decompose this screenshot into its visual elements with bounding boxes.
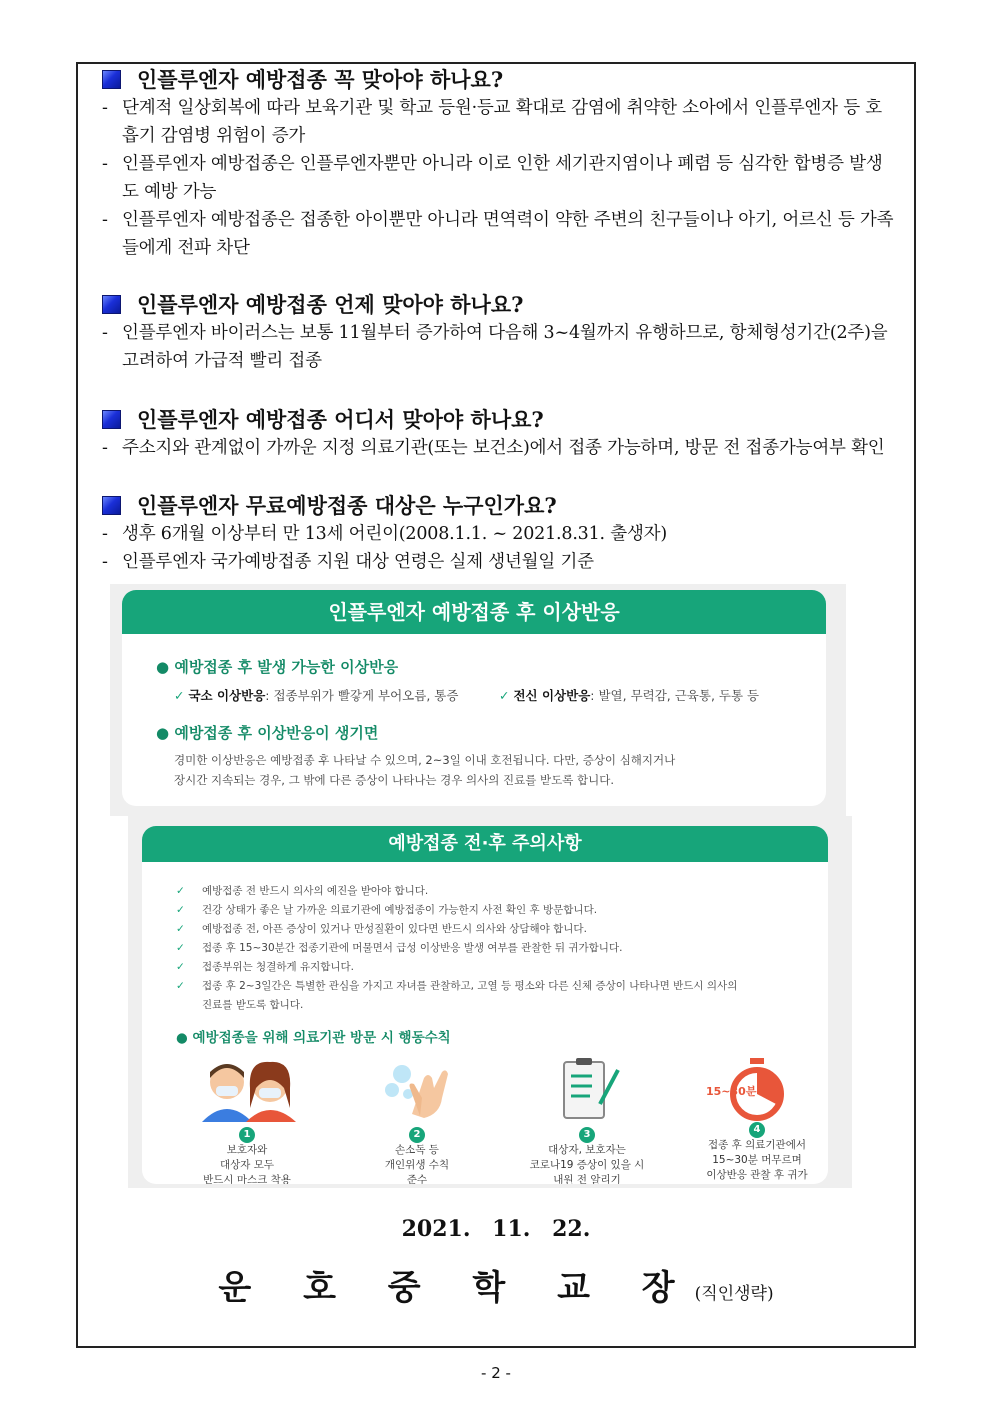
square-bullet-icon xyxy=(102,70,121,89)
dash: - xyxy=(102,210,108,230)
step-caption: 반드시 마스크 착용 xyxy=(203,1174,291,1184)
check-icon: ✓ xyxy=(176,904,185,916)
bullet-text: 인플루엔자 예방접종은 인플루엔자뿐만 아니라 이로 인한 세기관지염이나 폐렴 등 심각한 합병증 발생도 예방 가능 xyxy=(122,154,883,202)
precautions-card xyxy=(142,826,828,1184)
heading-text: 인플루엔자 예방접종 언제 맞아야 하나요? xyxy=(137,292,524,317)
step-caption: 대상자 모두 xyxy=(219,1159,275,1171)
adverse-reaction-card xyxy=(122,590,826,806)
bullet-text: 인플루엔자 예방접종은 접종한 아이뿐만 아니라 면역력이 약한 주변의 친구들이나 아기, 어르신 등 가족들에게 전파 차단 xyxy=(122,210,894,258)
check-icon: ✓ xyxy=(176,942,185,954)
dot-icon: ● xyxy=(156,658,170,676)
dash: - xyxy=(102,438,108,458)
step-mask xyxy=(162,1058,332,1184)
dash: - xyxy=(102,552,108,572)
adverse-reaction-panel xyxy=(110,584,846,816)
bullet-text: 인플루엔자 국가예방접종 지원 대상 연령은 실제 생년월일 기준 xyxy=(122,552,594,572)
issue-date: 2021. 11. 22. xyxy=(401,1216,591,1242)
check-icon: ✓ xyxy=(176,961,185,973)
description-line: 장시간 지속되는 경우, 그 밖에 다른 증상이 나타나는 경우 의사의 진료를 받도록 합니다. xyxy=(174,773,614,787)
check-icon: ✓ xyxy=(174,688,185,703)
step-notify xyxy=(502,1058,672,1184)
check-icon: ✓ xyxy=(176,923,185,935)
systemic-text: : 발열, 무력감, 근육통, 두통 등 xyxy=(590,688,760,703)
section-necessity xyxy=(102,64,894,262)
bullet-text: 생후 6개월 이상부터 만 13세 어린이(2008.1.1. ~ 2021.8.31. 출생자) xyxy=(122,524,668,544)
card-title: 예방접종 전·후 주의사항 xyxy=(142,826,828,862)
subheading-text: 예방접종 후 발생 가능한 이상반응 xyxy=(174,658,399,676)
step-caption: 이상반응 관찰 후 귀가 xyxy=(706,1169,808,1181)
check-text: 접종 후 2~3일간은 특별한 관심을 가지고 자녀를 관찰하고, 고열 등 평소와 다른 신체 증상이 나타나면 반드시 의사의 진료를 받도록 합니다. xyxy=(202,980,738,1011)
description-line: 경미한 이상반응은 예방접종 후 나타날 수 있으며, 2~3일 이내 호전됩니다. 다만, 증상이 심해지거나 xyxy=(174,753,676,767)
bullet-item xyxy=(102,206,894,262)
dash: - xyxy=(102,154,108,174)
subheading-text: 예방접종 후 이상반응이 생기면 xyxy=(174,724,379,742)
subheading-if-occur xyxy=(156,722,378,743)
section-heading xyxy=(102,64,894,94)
square-bullet-icon xyxy=(102,496,121,515)
check-item xyxy=(176,977,776,1015)
check-text: 건강 상태가 좋은 날 가까운 의료기관에 예방접종이 가능한지 사전 확인 후 방문합니다. xyxy=(202,904,598,916)
page-frame xyxy=(76,62,916,1348)
timer-label: 15~30분 xyxy=(706,1085,757,1098)
step-wait xyxy=(672,1058,828,1184)
step-caption: 손소독 등 xyxy=(395,1144,439,1156)
dash: - xyxy=(102,524,108,544)
subheading-text: 예방접종을 위해 의료기관 방문 시 행동수칙 xyxy=(192,1030,451,1046)
check-item xyxy=(176,958,776,977)
check-icon: ✓ xyxy=(499,688,510,703)
bullet-item xyxy=(102,150,894,206)
section-where xyxy=(102,404,894,462)
principal-signature xyxy=(78,1260,914,1309)
systemic-reaction xyxy=(499,686,759,704)
subheading-visit-rules xyxy=(176,1026,451,1046)
check-item xyxy=(176,939,776,958)
dot-icon: ● xyxy=(156,724,170,742)
signature-text: 운 호 중 학 교 장 xyxy=(218,1268,695,1308)
section-target xyxy=(102,490,894,576)
bullet-item xyxy=(102,319,894,375)
heading-text: 인플루엔자 예방접종 꼭 맞아야 하나요? xyxy=(137,67,504,92)
step-caption: 대상자, 보호자는 xyxy=(548,1144,626,1156)
step-caption: 개인위생 수칙 xyxy=(384,1159,450,1171)
check-item xyxy=(176,901,776,920)
bullet-item xyxy=(102,520,894,548)
card-title: 인플루엔자 예방접종 후 이상반응 xyxy=(122,590,826,634)
visit-steps xyxy=(162,1058,828,1184)
step-caption: 15~30분 머무르며 xyxy=(712,1154,802,1166)
check-text: 접종부위는 청결하게 유지합니다. xyxy=(202,961,355,973)
check-text: 예방접종 전 반드시 의사의 예진을 받아야 합니다. xyxy=(202,885,429,897)
reaction-description xyxy=(174,750,675,790)
section-when xyxy=(102,289,894,375)
square-bullet-icon xyxy=(102,410,121,429)
heading-text: 인플루엔자 예방접종 어디서 맞아야 하나요? xyxy=(137,407,544,432)
step-caption: 접종 후 의료기관에서 xyxy=(708,1139,806,1151)
mask-people-icon xyxy=(192,1058,302,1122)
bullet-item xyxy=(102,548,894,576)
dot-icon: ● xyxy=(176,1030,188,1046)
systemic-label: 전신 이상반응 xyxy=(513,688,591,703)
heading-text: 인플루엔자 무료예방접종 대상은 누구인가요? xyxy=(137,493,557,518)
clipboard-icon xyxy=(542,1058,632,1122)
step-number: 3 xyxy=(579,1127,595,1143)
check-icon: ✓ xyxy=(176,980,185,992)
bullet-text: 단계적 일상회복에 따라 보육기관 및 학교 등원·등교 확대로 감염에 취약한 소아에서 인플루엔자 등 호흡기 감염병 위험이 증가 xyxy=(122,98,882,146)
check-item xyxy=(176,920,776,939)
square-bullet-icon xyxy=(102,295,121,314)
precautions-panel xyxy=(128,816,852,1188)
bullet-text: 주소지와 관계없이 가까운 지정 의료기관(또는 보건소)에서 접종 가능하며, 방문 전 접종가능여부 확인 xyxy=(122,438,885,458)
local-label: 국소 이상반응 xyxy=(188,688,266,703)
step-caption: 코로나19 증상이 있을 시 xyxy=(529,1159,645,1171)
check-text: 예방접종 전, 아픈 증상이 있거나 만성질환이 있다면 반드시 의사와 상담해야 합니다. xyxy=(202,923,587,935)
local-reaction xyxy=(174,686,499,704)
dash: - xyxy=(102,98,108,118)
bullet-item xyxy=(102,434,894,462)
step-caption: 준수 xyxy=(406,1174,428,1184)
local-text: : 접종부위가 빨갛게 부어오름, 통증 xyxy=(265,688,459,703)
step-handwash xyxy=(332,1058,502,1184)
seal-omitted-note: (직인생략) xyxy=(694,1284,774,1304)
timer-graphic xyxy=(672,1058,828,1122)
check-item xyxy=(176,882,776,901)
bullet-text: 인플루엔자 바이러스는 보통 11월부터 증가하여 다음해 3~4월까지 유행하므로, 항체형성기간(2주)을 고려하여 가급적 빨리 접종 xyxy=(122,323,888,371)
bullet-item xyxy=(102,94,894,150)
section-heading xyxy=(102,404,894,434)
dash: - xyxy=(102,323,108,343)
step-number: 4 xyxy=(749,1122,765,1138)
subheading-possible xyxy=(156,656,398,677)
step-caption: 보호자와 xyxy=(226,1144,268,1156)
check-icon: ✓ xyxy=(176,885,185,897)
handwash-icon xyxy=(372,1058,462,1122)
step-caption: 내원 전 알리기 xyxy=(553,1174,621,1184)
step-number: 2 xyxy=(409,1127,425,1143)
section-heading xyxy=(102,289,894,319)
precaution-checklist xyxy=(176,882,776,1015)
check-text: 접종 후 15~30분간 접종기관에 머물면서 급성 이상반응 발생 여부를 관찰한 뒤 귀가합니다. xyxy=(202,942,623,954)
reaction-types xyxy=(174,686,814,704)
page-number: - 2 - xyxy=(481,1364,511,1382)
step-number: 1 xyxy=(239,1127,255,1143)
section-heading xyxy=(102,490,894,520)
